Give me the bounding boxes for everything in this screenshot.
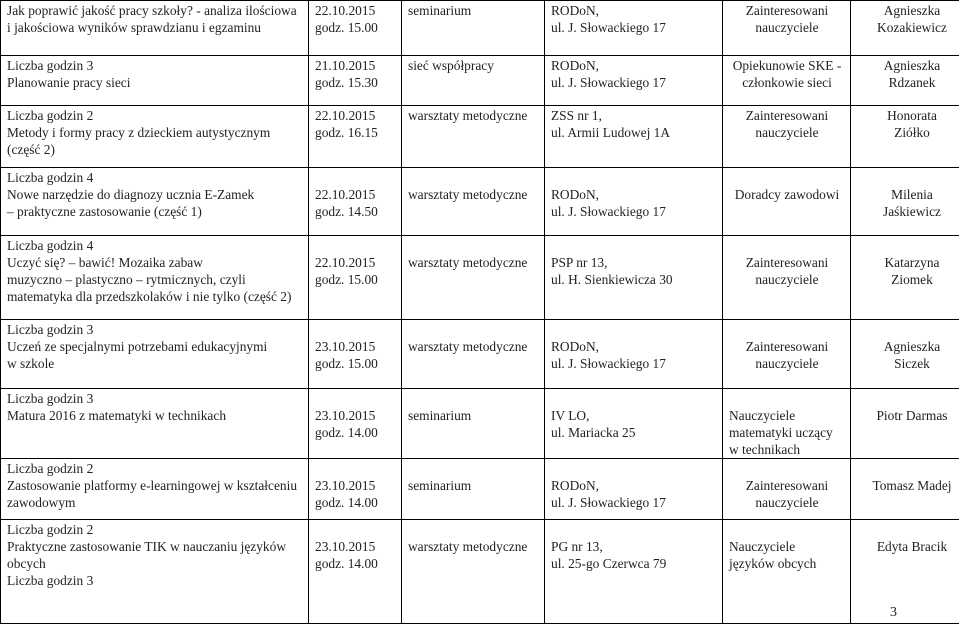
table-row [1,520,959,624]
audience-cell: Doradcy zawodowi [723,168,851,236]
form-cell: seminarium [402,389,545,459]
topic-cell: Liczba godzin 2 Zastosowanie platformy e-learningowej w kształceniu zawodowym [1,459,309,520]
date-cell: 22.10.2015 godz. 16.15 [309,106,402,168]
form-cell: warsztaty metodyczne [402,106,545,168]
date-cell: 22.10.2015 godz. 14.50 [309,168,402,236]
topic-cell: Liczba godzin 2 Metody i formy pracy z dzieckiem autystycznym (część 2) [1,106,309,168]
table-row [1,389,959,459]
audience-cell: Zainteresowani nauczyciele [723,236,851,320]
audience-cell: Zainteresowani nauczyciele [723,320,851,389]
table-row [1,106,959,168]
place-cell: RODoN, ul. J. Słowackiego 17 [545,1,723,56]
table-row [1,320,959,389]
form-cell: sieć współpracy [402,56,545,106]
topic-cell: Liczba godzin 3 Planowanie pracy sieci [1,56,309,106]
table-row [1,459,959,520]
form-cell: warsztaty metodyczne [402,236,545,320]
place-cell: PSP nr 13, ul. H. Sienkiewicza 30 [545,236,723,320]
place-cell: RODoN, ul. J. Słowackiego 17 [545,56,723,106]
date-cell: 22.10.2015 godz. 15.00 [309,236,402,320]
page-number: 3 [890,605,897,620]
date-cell: 23.10.2015 godz. 14.00 [309,520,402,624]
date-cell: 23.10.2015 godz. 15.00 [309,320,402,389]
audience-cell: Zainteresowani nauczyciele [723,106,851,168]
leader-cell: Katarzyna Ziomek [851,236,959,320]
topic-cell: Liczba godzin 2 Praktyczne zastosowanie TIK w nauczaniu języków obcych Liczba godzin 3 [1,520,309,624]
table-row [1,56,959,106]
place-cell: IV LO, ul. Mariacka 25 [545,389,723,459]
leader-cell: Edyta Bracik [851,520,959,624]
topic-cell: Liczba godzin 4 Uczyć się? – bawić! Mozaika zabaw muzyczno – plastyczno – rytmicznych, czyli matematyka dla przedszkolaków i nie tylko (część 2) [1,236,309,320]
table-row [1,168,959,236]
place-cell: ZSS nr 1, ul. Armii Ludowej 1A [545,106,723,168]
topic-cell: Liczba godzin 3 Uczeń ze specjalnymi potrzebami edukacyjnymi w szkole [1,320,309,389]
place-cell: RODoN, ul. J. Słowackiego 17 [545,459,723,520]
topic-cell: Liczba godzin 4 Nowe narzędzie do diagnozy ucznia E-Zamek – praktyczne zastosowanie (część 1) [1,168,309,236]
leader-cell: Milenia Jaśkiewicz [851,168,959,236]
place-cell: RODoN, ul. J. Słowackiego 17 [545,320,723,389]
leader-cell: Honorata Ziółko [851,106,959,168]
topic-cell: Jak poprawić jakość pracy szkoły? - analiza ilościowa i jakościowa wyników sprawdzianu i egzaminu [1,1,309,56]
audience-cell: Nauczyciele matematyki uczący w technikach [723,389,851,459]
date-cell: 21.10.2015 godz. 15.30 [309,56,402,106]
place-cell: RODoN, ul. J. Słowackiego 17 [545,168,723,236]
topic-cell: Liczba godzin 3 Matura 2016 z matematyki w technikach [1,389,309,459]
table-row [1,236,959,320]
audience-cell: Opiekunowie SKE - członkowie sieci [723,56,851,106]
form-cell: warsztaty metodyczne [402,520,545,624]
date-cell: 22.10.2015 godz. 15.00 [309,1,402,56]
table-row [1,1,959,56]
form-cell: warsztaty metodyczne [402,168,545,236]
form-cell: seminarium [402,1,545,56]
date-cell: 23.10.2015 godz. 14.00 [309,459,402,520]
leader-cell: Agnieszka Siczek [851,320,959,389]
place-cell: PG nr 13, ul. 25-go Czerwca 79 [545,520,723,624]
form-cell: warsztaty metodyczne [402,320,545,389]
date-cell: 23.10.2015 godz. 14.00 [309,389,402,459]
audience-cell: Nauczyciele języków obcych [723,520,851,624]
audience-cell: Zainteresowani nauczyciele [723,1,851,56]
leader-cell: Piotr Darmas [851,389,959,459]
leader-cell: Agnieszka Rdzanek [851,56,959,106]
leader-cell: Agnieszka Kozakiewicz [851,1,959,56]
form-cell: seminarium [402,459,545,520]
leader-cell: Tomasz Madej [851,459,959,520]
audience-cell: Zainteresowani nauczyciele [723,459,851,520]
